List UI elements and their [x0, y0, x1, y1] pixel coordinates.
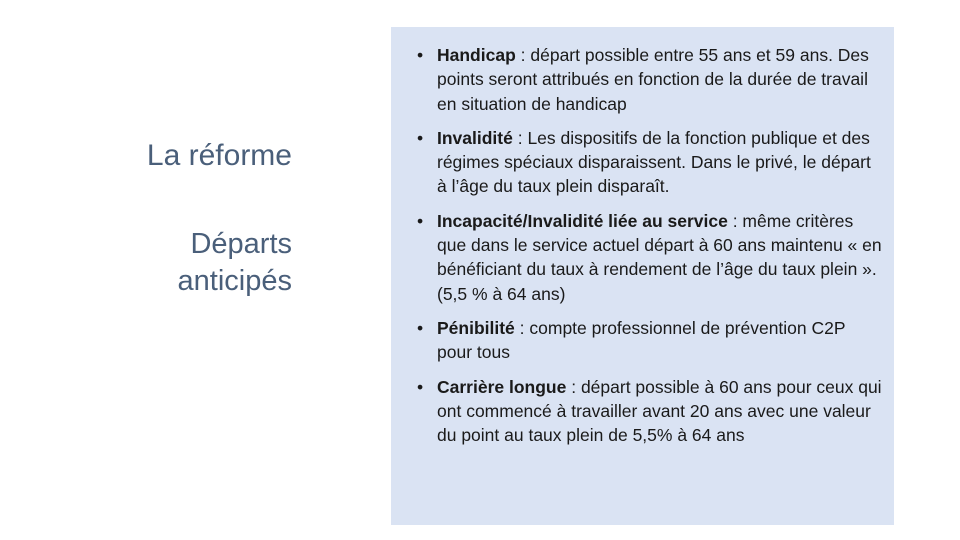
bullet-term: Invalidité: [437, 127, 513, 148]
bullet-dot-icon: •: [417, 376, 424, 397]
slide-subtitle: [60, 226, 292, 300]
bullet-invalidite: [415, 126, 884, 199]
bullet-text: : départ possible à 60 ans pour ceux qui ont commencé à travailler avant 20 ans avec une valeur du point au taux plein de 5,5% à 64 ans: [437, 376, 882, 446]
bullet-dot-icon: •: [417, 45, 424, 65]
bullet-incapacite: [415, 209, 884, 306]
bullet-text: : Les dispositifs de la fonction publique et des régimes spéciaux disparaissent. Dans le privé, le départ à l’âge du taux plein disparaît.: [437, 127, 871, 197]
bullet-dot-icon: •: [417, 210, 424, 231]
subtitle-line-2: anticipés: [177, 265, 292, 297]
bullet-carriere-longue: [415, 375, 884, 448]
bullet-dot-icon: •: [417, 127, 424, 148]
bullet-handicap: [415, 43, 884, 116]
bullet-text: : compte professionnel de prévention C2P pour tous: [437, 317, 846, 363]
bullet-list: [415, 43, 884, 447]
bullet-dot-icon: •: [417, 317, 424, 338]
bullet-text: : même critères que dans le service actuel départ à 60 ans maintenu « en bénéficiant du taux à rendement de l’âge du taux plein ». (5,5 % à 64 ans): [437, 210, 882, 304]
content-panel: [391, 27, 894, 525]
subtitle-line-1: Départs: [190, 228, 292, 260]
slide-title: La réforme: [146, 139, 292, 172]
bullet-term: Handicap: [437, 45, 516, 65]
bullet-term: Incapacité/Invalidité liée au service: [437, 210, 728, 231]
bullet-text: : départ possible entre 55 ans et 59 ans. Des points seront attribués en fonction de la durée de travail en situation de handicap: [437, 45, 869, 114]
bullet-penibilite: [415, 316, 884, 365]
bullet-term: Pénibilité: [437, 317, 515, 338]
bullet-term: Carrière longue: [437, 376, 567, 397]
